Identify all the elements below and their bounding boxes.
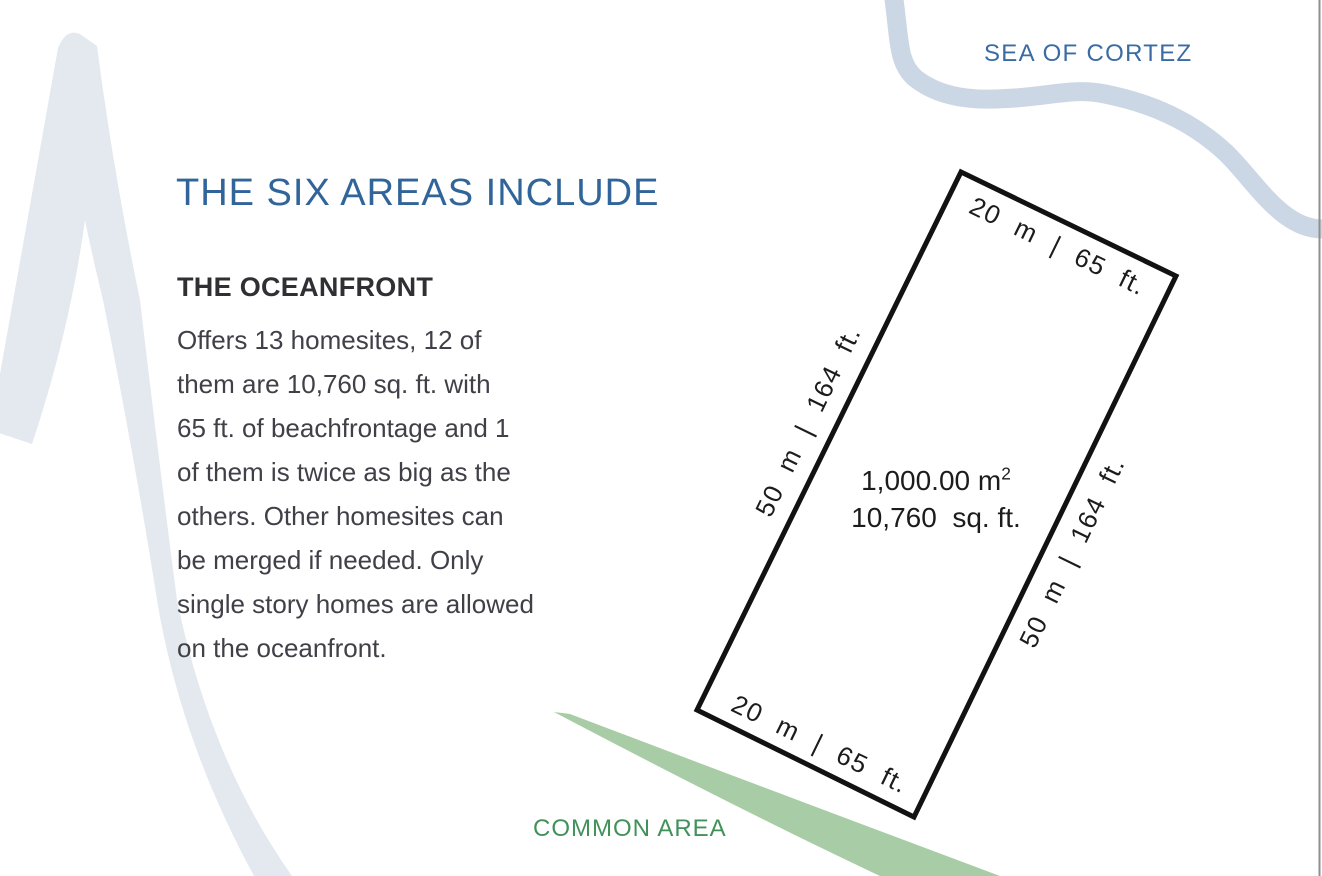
- lot-left-dimension-label: 50 m | 164 ft.: [749, 320, 867, 522]
- body-line: 65 ft. of beachfrontage and 1: [177, 413, 510, 443]
- common-area-label: COMMON AREA: [533, 815, 727, 842]
- body-line: single story homes are allowed: [177, 589, 534, 619]
- lot-area-m2: 1,000.00 $m^2$: [861, 463, 1011, 496]
- page-title: THE SIX AREAS INCLUDE: [176, 172, 660, 214]
- lot-bottom-dimension-label: 20 m | 65 ft.: [726, 688, 914, 800]
- body-line: on the oceanfront.: [177, 633, 387, 663]
- lot-top-dimension-label: 20 m | 65 ft.: [964, 190, 1152, 302]
- body-line: of them is twice as big as the: [177, 457, 511, 487]
- lot-right-dimension-label: 50 m | 164 ft.: [1013, 451, 1131, 653]
- section-body: [177, 318, 534, 670]
- body-line: them are 10,760 sq. ft. with: [177, 369, 491, 399]
- section-heading: THE OCEANFRONT: [177, 272, 434, 302]
- body-line: be merged if needed. Only: [177, 545, 484, 575]
- lot-area-m2-exponent: 2: [1001, 463, 1011, 484]
- sea-of-cortez-label: SEA OF CORTEZ: [984, 40, 1193, 67]
- lot-area-label: [786, 462, 1086, 536]
- body-line: others. Other homesites can: [177, 501, 504, 531]
- body-line: Offers 13 homesites, 12 of: [177, 325, 482, 355]
- lot-area-sqft: 10,760 sq. ft.: [851, 502, 1021, 533]
